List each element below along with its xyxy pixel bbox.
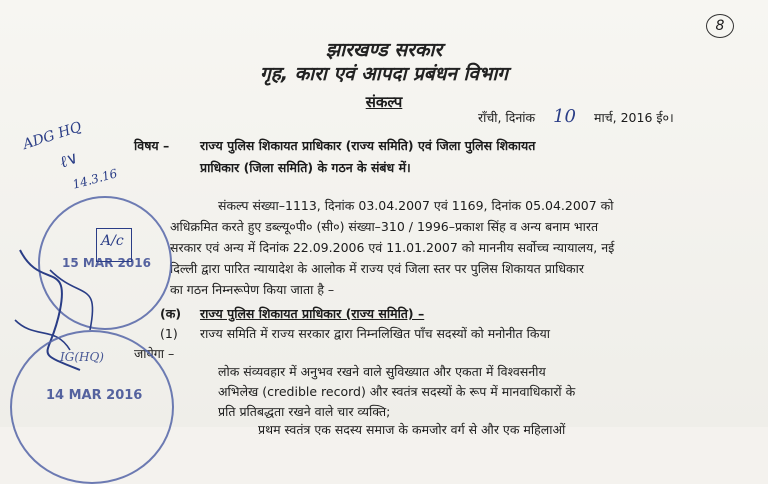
- handwritten-note-adg: ADG HQ: [21, 119, 84, 153]
- stamp-2-ref: IG(HQ): [60, 350, 104, 364]
- sub-line-1: लोक संव्यवहार में अनुभव रखने वाले सुविख्यात और एकता में विश्वसनीय: [218, 364, 546, 379]
- document-title: संकल्प: [365, 93, 403, 111]
- subject-label: विषय –: [134, 138, 170, 153]
- item-1-marker: (1): [160, 326, 178, 341]
- handwritten-initials: ℓ∨: [57, 147, 81, 172]
- subject-line-1: राज्य पुलिस शिकायत प्राधिकार (राज्य समिति) एवं जिला पुलिस शिकायत: [200, 138, 536, 153]
- dateline: [478, 107, 674, 128]
- body-line-3: सरकार एवं अन्य में दिनांक 22.09.2006 एवं 11.01.2007 को माननीय सर्वोच्च न्यायालय, नई: [170, 240, 615, 255]
- dateline-day: 10: [553, 106, 577, 127]
- section-a-marker: (क): [160, 306, 182, 321]
- body-line-4: दिल्ली द्वारा पारित न्यायादेश के आलोक में राज्य एवं जिला स्तर पर पुलिस शिकायत प्राधिकार: [170, 261, 584, 276]
- sub-line-partial: प्रथम स्वतंत्र एक सदस्य समाज के कमजोर वर्ग से और एक महिलाओं: [258, 422, 566, 437]
- stamp-2-date: 14 MAR 2016: [46, 388, 143, 403]
- government-name: झारखण्ड सरकार: [325, 39, 443, 61]
- box-text: A/c: [101, 233, 124, 249]
- page-number-text: 8: [715, 18, 725, 34]
- page-number: [706, 14, 734, 38]
- item-1-text: राज्य समिति में राज्य सरकार द्वारा निम्नलिखित पाँच सदस्यों को मनोनीत किया: [200, 326, 550, 341]
- body-line-2: अधिक्रमित करते हुए डब्ल्यू०पी० (सी०) संख्या–310 / 1996–प्रकाश सिंह व अन्य बनाम भारत: [170, 219, 599, 234]
- sub-line-2: अभिलेख (credible record) और स्वतंत्र सदस्यों के रूप में मानवाधिकारों के: [218, 384, 576, 399]
- sub-line-3: प्रति प्रतिबद्धता रखने वाले चार व्यक्ति;: [218, 404, 391, 419]
- dateline-month-year: मार्च, 2016 ई०।: [594, 110, 674, 125]
- handwritten-note-date: 14.3.16: [70, 166, 119, 192]
- dateline-prefix: राँची, दिनांक: [478, 110, 536, 125]
- item-1-continuation: जायेगा –: [134, 346, 175, 361]
- office-stamp-2: [10, 330, 174, 484]
- department-name: गृह, कारा एवं आपदा प्रबंधन विभाग: [260, 63, 508, 85]
- section-a-title: राज्य पुलिस शिकायत प्राधिकार (राज्य समिति) –: [200, 306, 425, 321]
- stamp-1-date: 15 MAR 2016: [62, 256, 151, 270]
- subject-line-2: प्राधिकार (जिला समिति) के गठन के संबंध में।: [200, 160, 411, 175]
- body-line-1: संकल्प संख्या–1113, दिनांक 03.04.2007 एवं 1169, दिनांक 05.04.2007 को: [218, 198, 614, 213]
- body-line-5: का गठन निम्नरूपेण किया जाता है –: [170, 282, 335, 297]
